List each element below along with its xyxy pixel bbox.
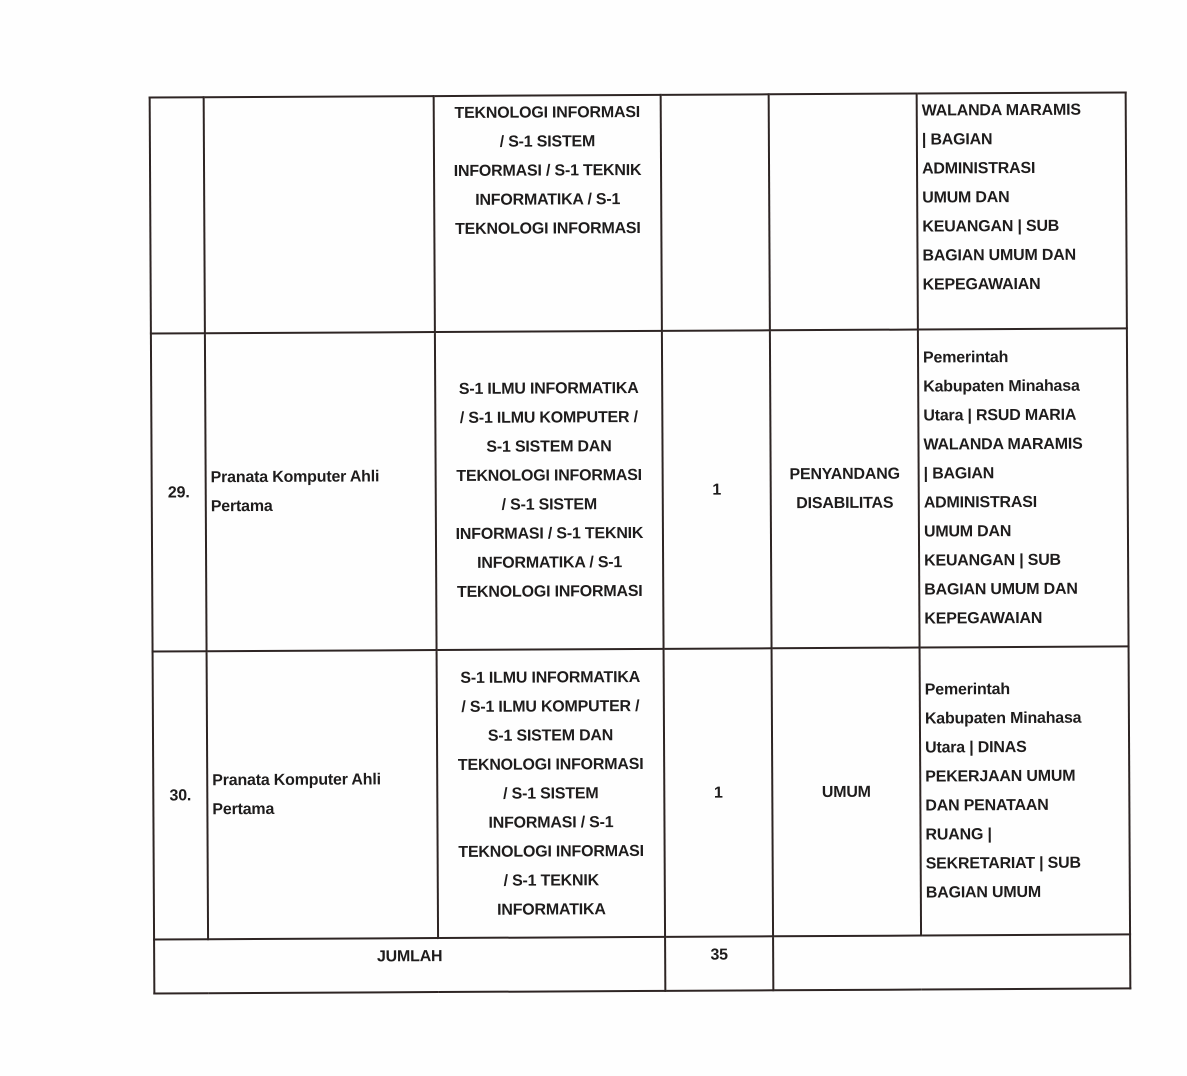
table-row-continuation xyxy=(150,92,1127,333)
total-value: 35 xyxy=(665,936,773,991)
scan-skew-wrapper xyxy=(149,91,1130,994)
cell-count: 1 xyxy=(662,330,772,649)
table-row-29 xyxy=(151,328,1129,651)
cell-no xyxy=(150,97,205,333)
cell-education: S-1 ILMU INFORMATIKA / S-1 ILMU KOMPUTER / S-1 SISTEM DAN TEKNOLOGI INFORMASI / S-1 SISTEM INFORMASI / S-1 TEKNIK INFORMATIKA / S-1 TEKNOLOGI INFORMASI xyxy=(435,331,664,650)
cell-category xyxy=(769,94,918,331)
cell-count: 1 xyxy=(664,648,774,937)
table-row-30 xyxy=(153,646,1130,939)
cell-education: TEKNOLOGI INFORMASI / S-1 SISTEM INFORMASI / S-1 TEKNIK INFORMATIKA / S-1 TEKNOLOGI INFORMASI xyxy=(434,95,662,332)
table-row-total xyxy=(154,934,1130,993)
cell-education: S-1 ILMU INFORMATIKA / S-1 ILMU KOMPUTER / S-1 SISTEM DAN TEKNOLOGI INFORMASI / S-1 SISTEM INFORMASI / S-1 TEKNOLOGI INFORMASI / S-1 TEKNIK INFORMATIKA xyxy=(437,649,666,938)
cell-position: Pranata Komputer Ahli Pertama xyxy=(207,650,439,939)
cell-category: PENYANDANG DISABILITAS xyxy=(770,330,920,649)
total-label: JUMLAH xyxy=(154,937,665,994)
cell-position: Pranata Komputer Ahli Pertama xyxy=(205,332,437,651)
total-empty-cell xyxy=(773,934,1130,990)
cell-placement: Pemerintah Kabupaten Minahasa Utara | DINAS PEKERJAAN UMUM DAN PENATAAN RUANG | SEKRETARIAT | SUB BAGIAN UMUM xyxy=(920,646,1131,935)
cell-no: 30. xyxy=(153,651,209,939)
cell-no: 29. xyxy=(151,333,207,651)
cell-position xyxy=(204,96,435,333)
cell-placement: Pemerintah Kabupaten Minahasa Utara | RSUD MARIA WALANDA MARAMIS | BAGIAN ADMINISTRASI UMUM DAN KEUANGAN | SUB BAGIAN UMUM DAN KEPEGAWAIAN xyxy=(918,328,1129,647)
cell-placement: WALANDA MARAMIS | BAGIAN ADMINISTRASI UMUM DAN KEUANGAN | SUB BAGIAN UMUM DAN KEPEGAWAIAN xyxy=(917,92,1127,329)
cell-count xyxy=(661,94,770,331)
cell-category: UMUM xyxy=(772,648,922,937)
vacancy-table xyxy=(149,91,1132,994)
